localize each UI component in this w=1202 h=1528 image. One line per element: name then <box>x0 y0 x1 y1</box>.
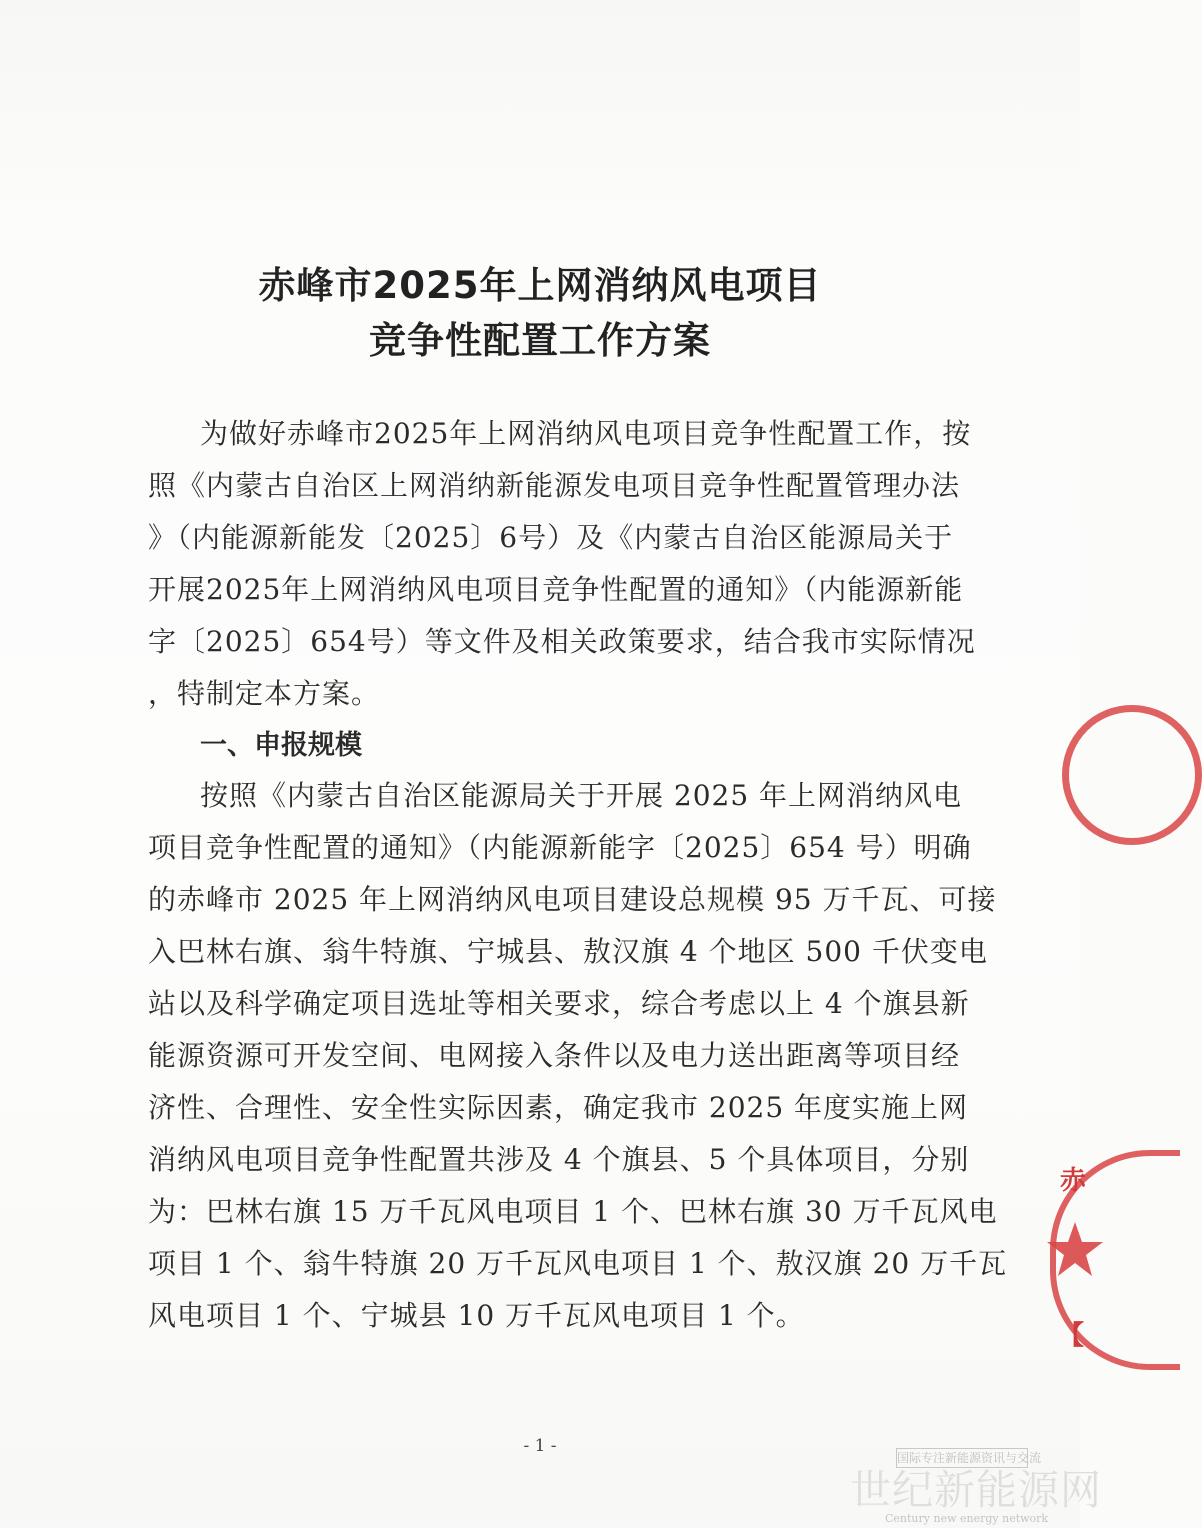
watermark-subtitle: Century new energy network <box>885 1512 1049 1525</box>
paragraph-line: 济性、合理性、安全性实际因素，确定我市 2025 年度实施上网 <box>148 1091 969 1124</box>
paragraph-line: ，特制定本方案。 <box>148 677 381 710</box>
paragraph-line: 能源资源可开发空间、电网接入条件以及电力送出距离等项目经 <box>148 1039 961 1072</box>
watermark-logo-text: 世纪新能源网 <box>850 1466 1102 1514</box>
watermark-tagline: 国际专注新能源资讯与交流 <box>896 1448 1028 1468</box>
document-title-line-2: 竞争性配置工作方案 <box>369 319 711 362</box>
paragraph-line: 为做好赤峰市2025年上网消纳风电项目竞争性配置工作，按 <box>200 417 972 450</box>
paragraph-line: 的赤峰市 2025 年上网消纳风电项目建设总规模 95 万千瓦、可接 <box>148 883 997 916</box>
official-seal-upper <box>1062 705 1202 845</box>
seal-character: 【 <box>1058 1321 1085 1351</box>
paragraph-line: 风电项目 1 个、宁城县 10 万千瓦风电项目 1 个。 <box>148 1299 805 1332</box>
paragraph-line: 站以及科学确定项目选址等相关要求，综合考虑以上 4 个旗县新 <box>148 987 970 1020</box>
paragraph-line: 照《内蒙古自治区上网消纳新能源发电项目竞争性配置管理办法 <box>148 469 961 502</box>
page-number: - 1 - <box>523 1436 557 1456</box>
paragraph-line: 项目竞争性配置的通知》（内能源新能字〔2025〕654 号）明确 <box>148 831 972 864</box>
document-title-line-1: 赤峰市2025年上网消纳风电项目 <box>258 264 822 307</box>
seal-character: 赤 <box>1060 1166 1087 1196</box>
paragraph-line: 字〔2025〕654号）等文件及相关政策要求，结合我市实际情况 <box>148 625 976 658</box>
seal-star-icon <box>1045 1220 1105 1280</box>
section-heading: 一、申报规模 <box>200 730 362 761</box>
paragraph-line: 项目 1 个、翁牛特旗 20 万千瓦风电项目 1 个、敖汉旗 20 万千瓦 <box>148 1247 1008 1280</box>
paragraph-line: 》（内能源新能发〔2025〕6号）及《内蒙古自治区能源局关于 <box>148 521 954 554</box>
paragraph-line: 按照《内蒙古自治区能源局关于开展 2025 年上网消纳风电 <box>200 779 963 812</box>
paragraph-line: 开展2025年上网消纳风电项目竞争性配置的通知》（内能源新能 <box>148 573 964 606</box>
paragraph-line: 为：巴林右旗 15 万千瓦风电项目 1 个、巴林右旗 30 万千瓦风电 <box>148 1195 998 1228</box>
paragraph-line: 入巴林右旗、翁牛特旗、宁城县、敖汉旗 4 个地区 500 千伏变电 <box>148 935 988 968</box>
paragraph-line: 消纳风电项目竞争性配置共涉及 4 个旗县、5 个具体项目，分别 <box>148 1143 970 1176</box>
